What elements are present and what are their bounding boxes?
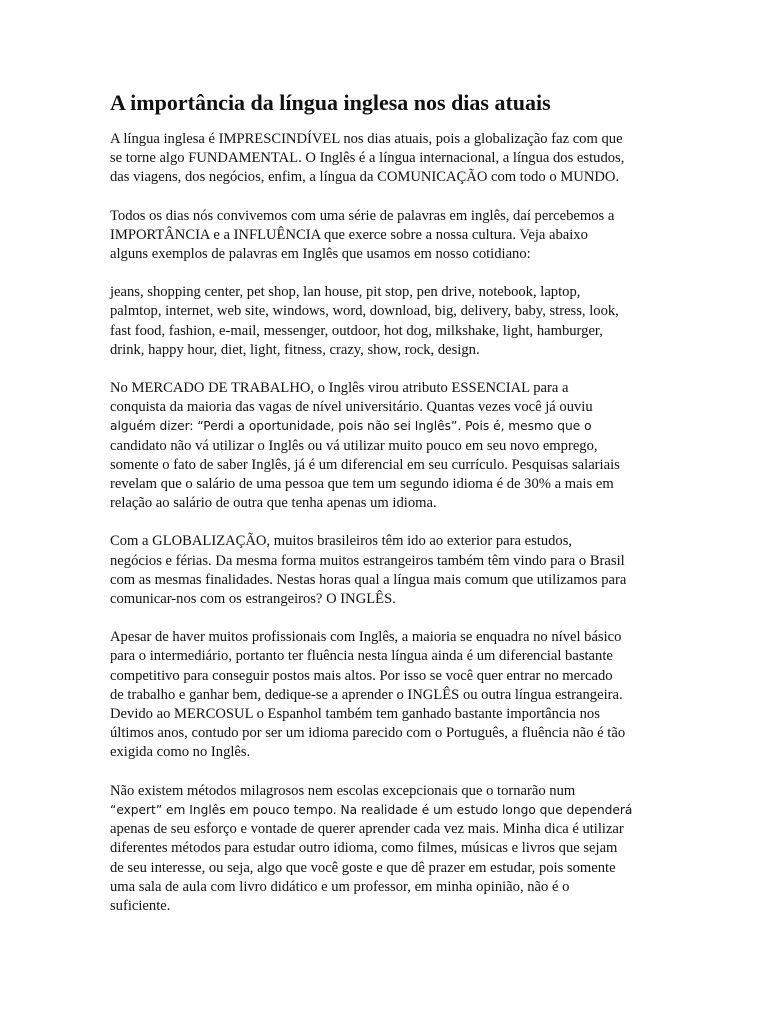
- text-line: No MERCADO DE TRABALHO, o Inglês virou atributo ESSENCIAL para a: [110, 380, 569, 397]
- paragraph-professionals: [110, 628, 670, 762]
- text-line: Não existem métodos milagrosos nem escolas excepcionais que o tornarão num: [110, 782, 576, 799]
- paragraph-methods: [110, 782, 670, 916]
- text-line: fast food, fashion, e-mail, messenger, outdoor, hot dog, milkshake, light, hamburger,: [110, 322, 603, 339]
- text-line: A língua inglesa é IMPRESCINDÍVEL nos dias atuais, pois a globalização faz com que: [110, 131, 623, 147]
- text-line: Todos os dias nós convivemos com uma série de palavras em inglês, daí percebemos a: [110, 207, 615, 224]
- text-line: revelam que o salário de uma pessoa que tem um segundo idioma é de 30% a mais em: [110, 476, 614, 493]
- text-line: negócios e férias. Da mesma forma muitos estrangeiros também têm vindo para o Brasil: [110, 552, 625, 569]
- text-line: IMPORTÂNCIA e a INFLUÊNCIA que exerce sobre a nossa cultura. Veja abaixo: [110, 226, 588, 243]
- text-line: de trabalho e ganhar bem, dedique-se a aprender o INGLÊS ou outra língua estrangeira.: [110, 686, 623, 703]
- text-line: competitivo para conseguir postos mais altos. Por isso se você quer entrar no mercado: [110, 667, 613, 684]
- paragraph-job-market: [110, 379, 670, 513]
- text-line: Apesar de haver muitos profissionais com Inglês, a maioria se enquadra no nível básico: [110, 629, 622, 646]
- text-line: relação ao salário de outra que tenha apenas um idioma.: [110, 495, 437, 512]
- text-line: comunicar-nos com os estrangeiros? O INGLÊS.: [110, 591, 396, 608]
- text-line: drink, happy hour, diet, light, fitness, crazy, show, rock, design.: [110, 341, 480, 358]
- text-line: palmtop, internet, web site, windows, word, download, big, delivery, baby, stress, look,: [110, 303, 619, 320]
- text-line: últimos anos, contudo por ser um idioma parecido com o Português, a fluência não é tão: [110, 725, 626, 742]
- text-line: Devido ao MERCOSUL o Espanhol também tem ganhado bastante importância nos: [110, 706, 600, 723]
- text-line: diferentes métodos para estudar outro idioma, como filmes, músicas e livros que sejam: [110, 840, 618, 857]
- paragraph-globalization: [110, 532, 670, 609]
- text-line: jeans, shopping center, pet shop, lan house, pit stop, pen drive, notebook, laptop,: [110, 284, 581, 301]
- text-line: das viagens, dos negócios, enfim, a língua da COMUNICAÇÃO com todo o MUNDO.: [110, 169, 620, 186]
- text-line: alguém dizer: “Perdi a oportunidade, pois não sei Inglês”. Pois é, mesmo que o: [110, 419, 592, 434]
- text-line: conquista da maioria das vagas de nível universitário. Quantas vezes você já ouviu: [110, 399, 593, 416]
- text-line: Com a GLOBALIZAÇÃO, muitos brasileiros têm ido ao exterior para estudos,: [110, 533, 573, 550]
- text-line: alguns exemplos de palavras em Inglês que usamos em nosso cotidiano:: [110, 246, 531, 263]
- paragraph-daily-words: [110, 207, 670, 265]
- text-line: uma sala de aula com livro didático e um professor, em minha opinião, não é o: [110, 878, 570, 895]
- text-line: candidato não vá utilizar o Inglês ou vá utilizar muito pouco em seu novo emprego,: [110, 437, 598, 454]
- paragraph-intro: [110, 130, 670, 188]
- document-page: [110, 88, 670, 935]
- text-line: se torne algo FUNDAMENTAL. O Inglês é a língua internacional, a língua dos estudos,: [110, 150, 625, 167]
- paragraph-word-list: [110, 283, 670, 360]
- document-title: A importância da língua inglesa nos dias atuais: [110, 90, 551, 115]
- text-line: para o intermediário, portanto ter fluência nesta língua ainda é um diferencial bastante: [110, 648, 613, 665]
- text-line: somente o fato de saber Inglês, já é um diferencial em seu currículo. Pesquisas salariais: [110, 456, 620, 473]
- text-line: de seu interesse, ou seja, algo que você goste e que dê prazer em estudar, pois somente: [110, 859, 616, 876]
- text-line: exigida como no Inglês.: [110, 744, 251, 761]
- text-line: suficiente.: [110, 897, 171, 914]
- text-line: apenas de seu esforço e vontade de querer aprender cada vez mais. Minha dica é utilizar: [110, 821, 624, 838]
- text-line: com as mesmas finalidades. Nestas horas qual a língua mais comum que utilizamos para: [110, 571, 627, 588]
- text-line: “expert” em Inglês em pouco tempo. Na realidade é um estudo longo que dependerá: [110, 802, 633, 817]
